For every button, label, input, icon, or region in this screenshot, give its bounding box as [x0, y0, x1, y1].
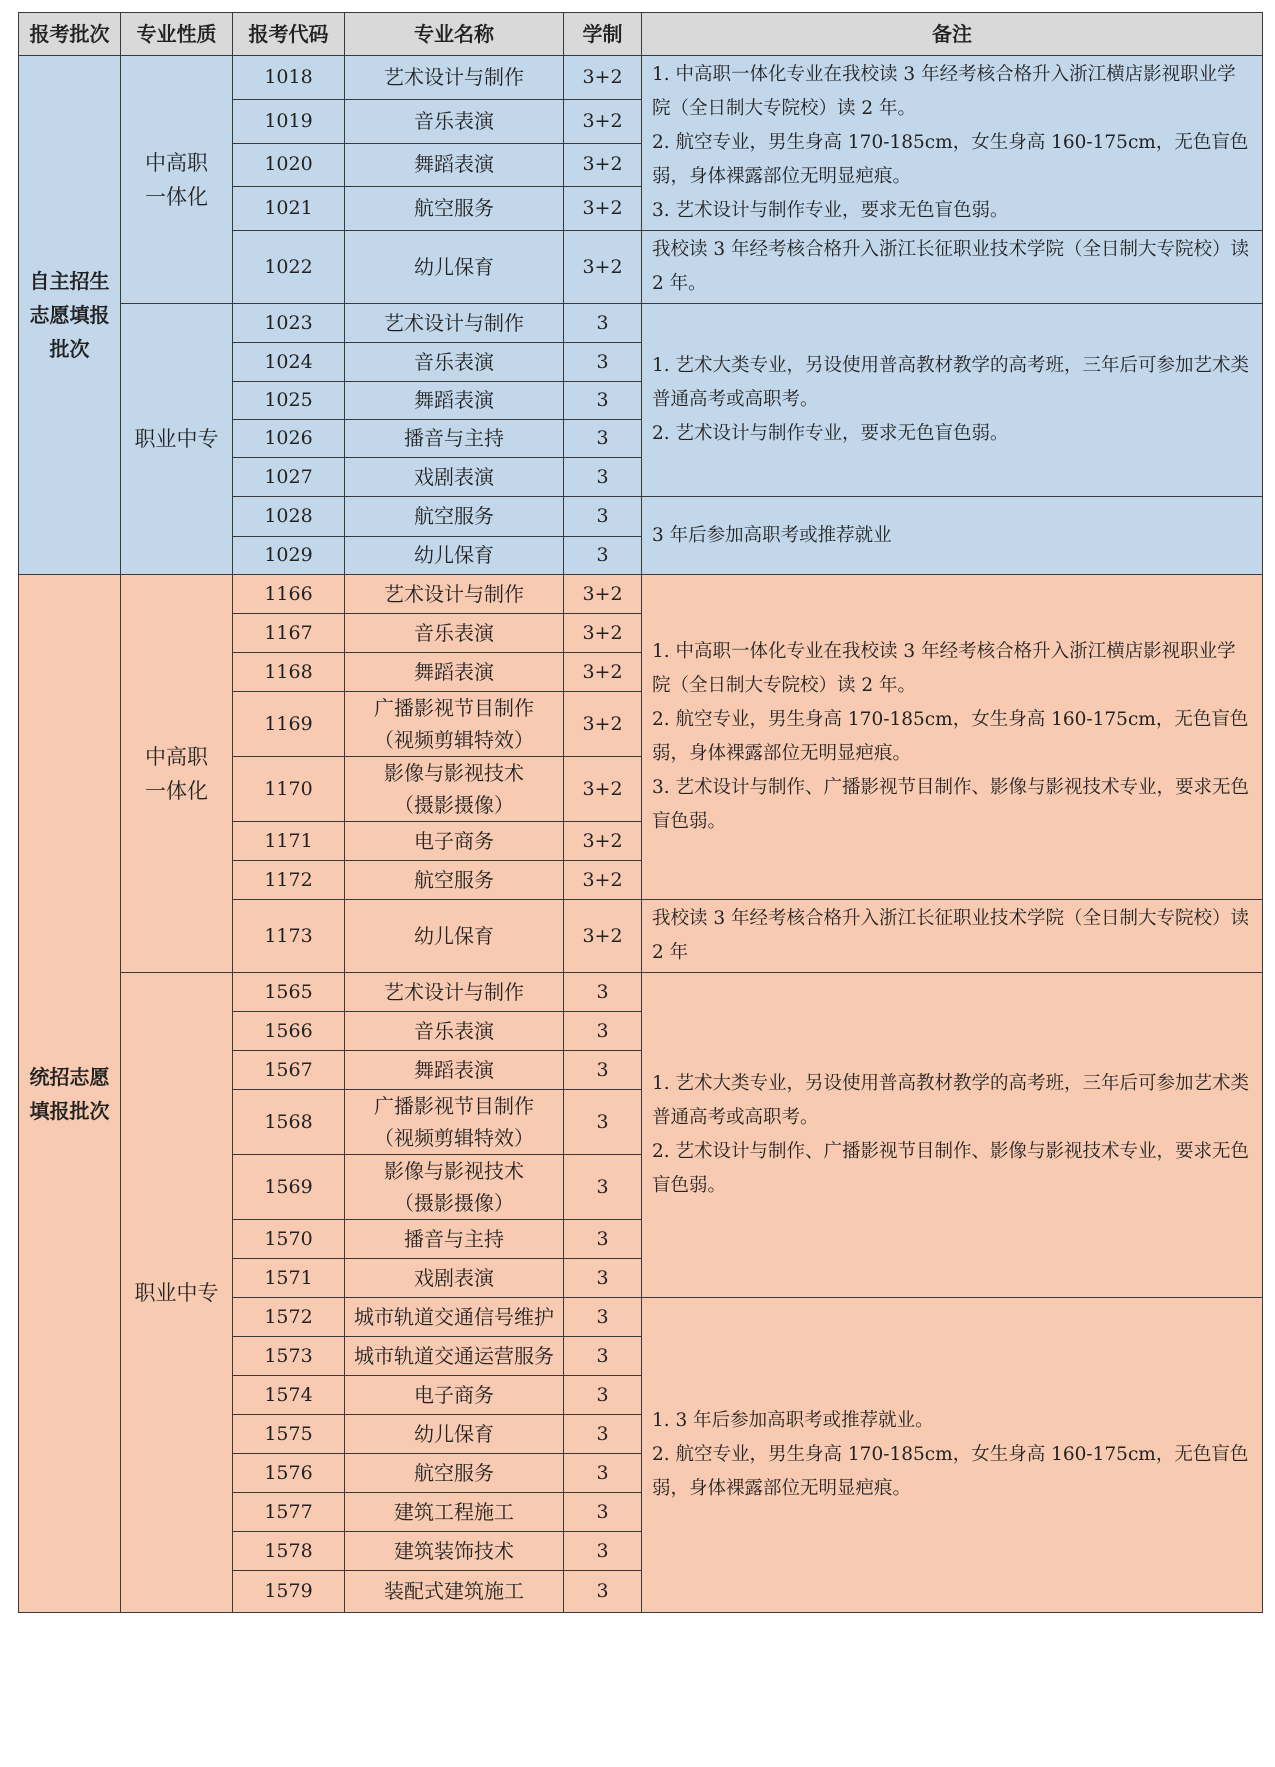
- duration-cell: 3+2: [564, 822, 642, 861]
- block-self-enrollment: [19, 56, 1263, 575]
- major-name-cell: 播音与主持: [345, 420, 564, 458]
- notes-cell: 1. 中高职一体化专业在我校读 3 年经考核合格升入浙江横店影视职业学院（全日制大专院校）读 2 年。 2. 航空专业，男生身高 170-185cm，女生身高 160-175cm，无色盲色弱，身体裸露部位无明显疤痕。 3. 艺术设计与制作、广播影视节目制作、影像与影视技术专业，要求无色盲色弱。: [642, 575, 1263, 900]
- code-cell: 1571: [233, 1259, 345, 1298]
- duration-cell: 3: [564, 1220, 642, 1259]
- code-cell: 1027: [233, 458, 345, 497]
- duration-cell: 3+2: [564, 900, 642, 973]
- code-cell: 1168: [233, 653, 345, 692]
- code-cell: 1570: [233, 1220, 345, 1259]
- duration-cell: 3: [564, 1493, 642, 1532]
- duration-cell: 3+2: [564, 99, 642, 143]
- duration-cell: 3: [564, 1259, 642, 1298]
- major-name-cell: 艺术设计与制作: [345, 56, 564, 100]
- major-name-cell: 音乐表演: [345, 99, 564, 143]
- code-cell: 1565: [233, 973, 345, 1012]
- duration-cell: 3+2: [564, 56, 642, 100]
- major-name-cell: 幼儿保育: [345, 231, 564, 304]
- major-name-cell: 艺术设计与制作: [345, 304, 564, 343]
- duration-cell: 3+2: [564, 757, 642, 822]
- duration-cell: 3: [564, 304, 642, 343]
- code-cell: 1573: [233, 1337, 345, 1376]
- code-cell: 1025: [233, 382, 345, 420]
- duration-cell: 3+2: [564, 653, 642, 692]
- major-name-cell: 航空服务: [345, 1454, 564, 1493]
- duration-cell: 3: [564, 420, 642, 458]
- major-name-cell: 广播影视节目制作 （视频剪辑特效）: [345, 1090, 564, 1155]
- duration-cell: 3: [564, 1155, 642, 1220]
- major-name-cell: 舞蹈表演: [345, 1051, 564, 1090]
- major-name-cell: 舞蹈表演: [345, 143, 564, 187]
- code-cell: 1021: [233, 187, 345, 231]
- code-cell: 1576: [233, 1454, 345, 1493]
- duration-cell: 3: [564, 973, 642, 1012]
- duration-cell: 3: [564, 382, 642, 420]
- code-cell: 1173: [233, 900, 345, 973]
- code-cell: 1020: [233, 143, 345, 187]
- major-name-cell: 装配式建筑施工: [345, 1571, 564, 1613]
- duration-cell: 3: [564, 1051, 642, 1090]
- table-row: [19, 575, 1263, 614]
- major-name-cell: 电子商务: [345, 1376, 564, 1415]
- duration-cell: 3: [564, 1415, 642, 1454]
- code-cell: 1575: [233, 1415, 345, 1454]
- major-name-cell: 戏剧表演: [345, 458, 564, 497]
- header-duration: 学制: [564, 13, 642, 56]
- major-name-cell: 航空服务: [345, 861, 564, 900]
- duration-cell: 3: [564, 497, 642, 537]
- header-notes: 备注: [642, 13, 1263, 56]
- code-cell: 1169: [233, 692, 345, 757]
- header-batch: 报考批次: [19, 13, 121, 56]
- major-name-cell: 电子商务: [345, 822, 564, 861]
- duration-cell: 3: [564, 1337, 642, 1376]
- duration-cell: 3: [564, 1012, 642, 1051]
- batch-cell: 自主招生 志愿填报 批次: [19, 56, 121, 575]
- admissions-table-wrapper: [18, 12, 1263, 1613]
- code-cell: 1574: [233, 1376, 345, 1415]
- code-cell: 1569: [233, 1155, 345, 1220]
- code-cell: 1026: [233, 420, 345, 458]
- nature-cell: 职业中专: [121, 304, 233, 575]
- code-cell: 1166: [233, 575, 345, 614]
- major-name-cell: 艺术设计与制作: [345, 575, 564, 614]
- code-cell: 1170: [233, 757, 345, 822]
- notes-cell: 我校读 3 年经考核合格升入浙江长征职业技术学院（全日制大专院校）读 2 年。: [642, 231, 1263, 304]
- major-name-cell: 播音与主持: [345, 1220, 564, 1259]
- code-cell: 1022: [233, 231, 345, 304]
- major-name-cell: 艺术设计与制作: [345, 973, 564, 1012]
- duration-cell: 3: [564, 1298, 642, 1337]
- nature-cell: 中高职 一体化: [121, 56, 233, 304]
- major-name-cell: 音乐表演: [345, 614, 564, 653]
- notes-cell: 我校读 3 年经考核合格升入浙江长征职业技术学院（全日制大专院校）读 2 年: [642, 900, 1263, 973]
- duration-cell: 3+2: [564, 575, 642, 614]
- duration-cell: 3: [564, 1454, 642, 1493]
- duration-cell: 3: [564, 1376, 642, 1415]
- major-name-cell: 音乐表演: [345, 343, 564, 382]
- notes-cell: 1. 3 年后参加高职考或推荐就业。 2. 航空专业，男生身高 170-185cm，女生身高 160-175cm，无色盲色弱，身体裸露部位无明显疤痕。: [642, 1298, 1263, 1613]
- header-code: 报考代码: [233, 13, 345, 56]
- block-unified-enrollment: [19, 575, 1263, 1613]
- code-cell: 1578: [233, 1532, 345, 1571]
- code-cell: 1018: [233, 56, 345, 100]
- duration-cell: 3: [564, 343, 642, 382]
- major-name-cell: 幼儿保育: [345, 537, 564, 575]
- notes-cell: 1. 艺术大类专业，另设使用普高教材教学的高考班，三年后可参加艺术类普通高考或高职考。 2. 艺术设计与制作、广播影视节目制作、影像与影视技术专业，要求无色盲色弱。: [642, 973, 1263, 1298]
- header-major-name: 专业名称: [345, 13, 564, 56]
- header-row: [19, 13, 1263, 56]
- code-cell: 1028: [233, 497, 345, 537]
- table-row: [19, 56, 1263, 100]
- major-name-cell: 戏剧表演: [345, 1259, 564, 1298]
- duration-cell: 3+2: [564, 614, 642, 653]
- major-name-cell: 幼儿保育: [345, 1415, 564, 1454]
- major-name-cell: 影像与影视技术 （摄影摄像）: [345, 757, 564, 822]
- duration-cell: 3+2: [564, 861, 642, 900]
- code-cell: 1167: [233, 614, 345, 653]
- notes-cell: 1. 中高职一体化专业在我校读 3 年经考核合格升入浙江横店影视职业学院（全日制大专院校）读 2 年。 2. 航空专业，男生身高 170-185cm，女生身高 160-175cm，无色盲色弱，身体裸露部位无明显疤痕。 3. 艺术设计与制作专业，要求无色盲色弱。: [642, 56, 1263, 231]
- major-name-cell: 城市轨道交通信号维护: [345, 1298, 564, 1337]
- code-cell: 1579: [233, 1571, 345, 1613]
- major-name-cell: 航空服务: [345, 497, 564, 537]
- duration-cell: 3: [564, 1571, 642, 1613]
- table-row: [19, 973, 1263, 1012]
- code-cell: 1572: [233, 1298, 345, 1337]
- duration-cell: 3+2: [564, 187, 642, 231]
- major-name-cell: 广播影视节目制作 （视频剪辑特效）: [345, 692, 564, 757]
- code-cell: 1023: [233, 304, 345, 343]
- major-name-cell: 音乐表演: [345, 1012, 564, 1051]
- code-cell: 1172: [233, 861, 345, 900]
- major-name-cell: 舞蹈表演: [345, 653, 564, 692]
- major-name-cell: 建筑工程施工: [345, 1493, 564, 1532]
- major-name-cell: 影像与影视技术 （摄影摄像）: [345, 1155, 564, 1220]
- batch-cell: 统招志愿 填报批次: [19, 575, 121, 1613]
- nature-cell: 职业中专: [121, 973, 233, 1613]
- duration-cell: 3: [564, 1532, 642, 1571]
- major-name-cell: 舞蹈表演: [345, 382, 564, 420]
- duration-cell: 3+2: [564, 231, 642, 304]
- major-name-cell: 城市轨道交通运营服务: [345, 1337, 564, 1376]
- notes-cell: 1. 艺术大类专业，另设使用普高教材教学的高考班，三年后可参加艺术类普通高考或高职考。 2. 艺术设计与制作专业，要求无色盲色弱。: [642, 304, 1263, 497]
- code-cell: 1024: [233, 343, 345, 382]
- admissions-table: [18, 12, 1263, 1613]
- duration-cell: 3+2: [564, 143, 642, 187]
- duration-cell: 3: [564, 1090, 642, 1155]
- code-cell: 1567: [233, 1051, 345, 1090]
- major-name-cell: 航空服务: [345, 187, 564, 231]
- code-cell: 1566: [233, 1012, 345, 1051]
- code-cell: 1019: [233, 99, 345, 143]
- major-name-cell: 建筑装饰技术: [345, 1532, 564, 1571]
- duration-cell: 3+2: [564, 692, 642, 757]
- nature-cell: 中高职 一体化: [121, 575, 233, 973]
- duration-cell: 3: [564, 537, 642, 575]
- header-nature: 专业性质: [121, 13, 233, 56]
- major-name-cell: 幼儿保育: [345, 900, 564, 973]
- code-cell: 1171: [233, 822, 345, 861]
- code-cell: 1029: [233, 537, 345, 575]
- notes-cell: 3 年后参加高职考或推荐就业: [642, 497, 1263, 575]
- code-cell: 1568: [233, 1090, 345, 1155]
- table-row: [19, 304, 1263, 343]
- duration-cell: 3: [564, 458, 642, 497]
- code-cell: 1577: [233, 1493, 345, 1532]
